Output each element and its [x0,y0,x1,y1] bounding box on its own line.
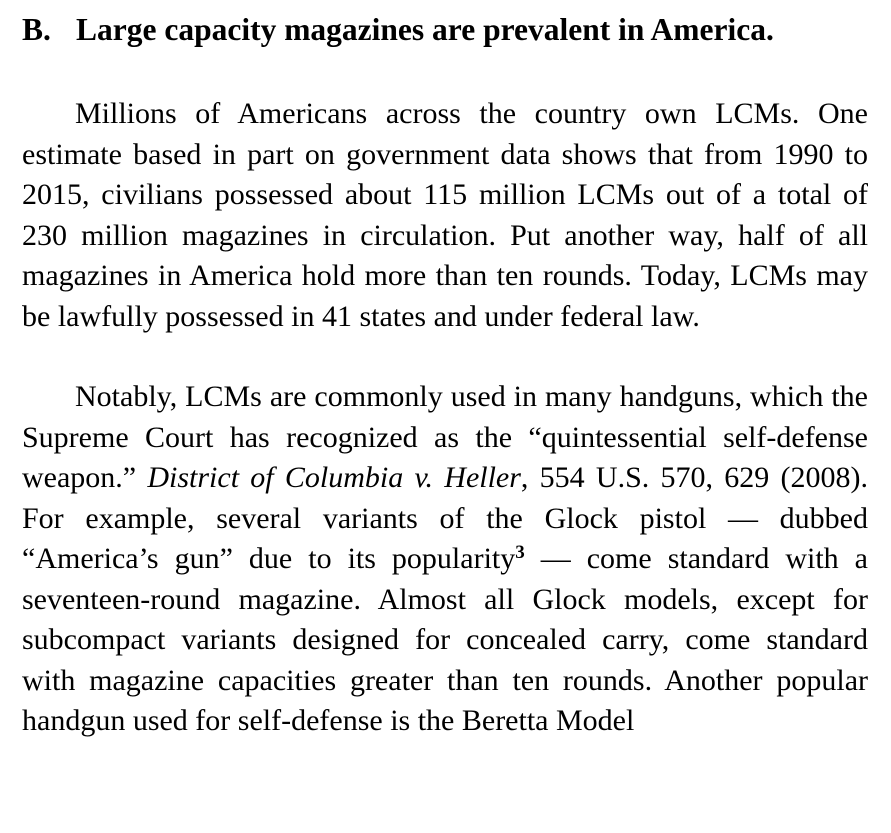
section-heading [22,10,868,50]
paragraph-2 [22,377,868,742]
footnote-reference[interactable]: 3 [515,542,525,563]
section-title: Large capacity magazines are prevalent in America. [76,12,774,47]
paragraph-1: Millions of Americans across the country own LCMs. One estimate based in part on government data shows that from 1990 to 2015, civilians possessed about 115 million LCMs out of a total of 230 million magazines in circulation. Put another way, half of all magazines in America hold more than ten rounds. Today, LCMs may be lawfully possessed in 41 states and under federal law. [22,97,868,333]
paragraph-2-continuation: — come standard with a seventeen-round magazine. Almost all Glock models, except for subcompact variants designed for concealed carry, come standard with magazine capacities greater than ten rounds. Another popular handgun used for self-defense is the Beretta Model [22,542,868,737]
paragraph-2-intro: Notably, LCMs are commonly used in many handguns, which the Supreme Court has recognized as the “quintessential self-defense weapon.” [22,380,868,494]
case-name: District of Columbia v. Heller [147,461,521,494]
paragraph-2-citation: , 554 U.S. 570, 629 (2008). For example, several variants of the Glock pistol — dubbed “America’s gun” due to its popularity [22,461,868,575]
document-page [22,10,868,742]
section-label: B. [22,12,51,47]
